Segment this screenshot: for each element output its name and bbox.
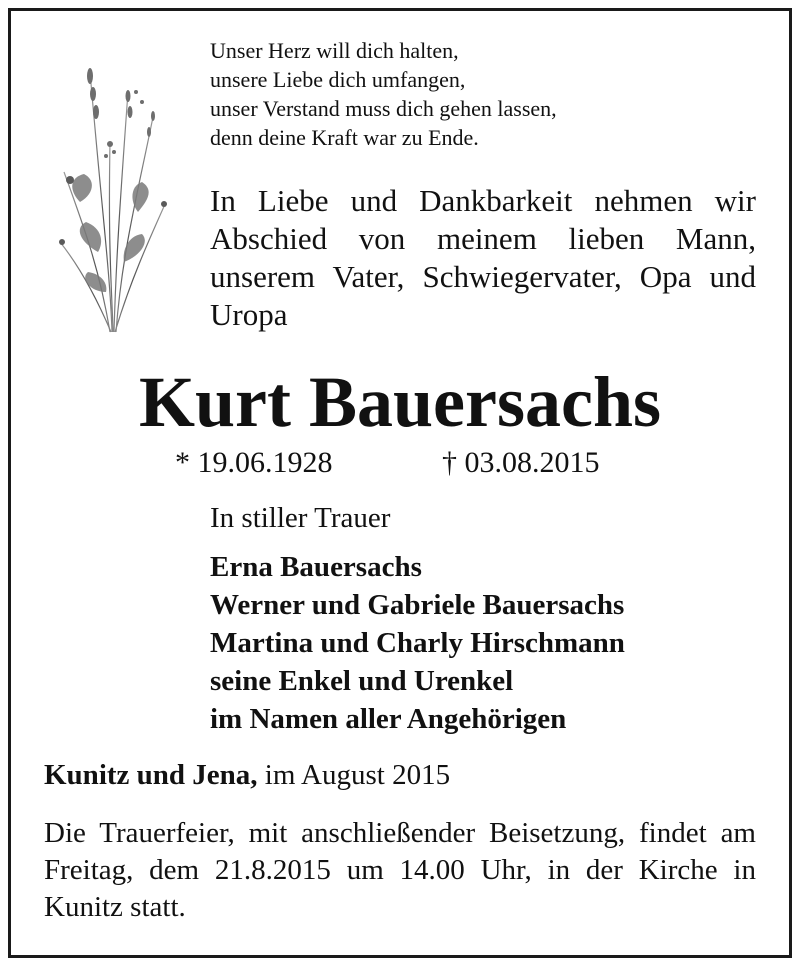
wheat-grass-bouquet-icon xyxy=(50,52,170,334)
mourner-name: Martina und Charly Hirschmann xyxy=(210,627,625,659)
poem-line: Unser Herz will dich halten, xyxy=(210,38,459,63)
intro-text: In Liebe und Dankbarkeit nehmen wir Abschied von meinem lieben Mann, unserem Vater, Schwiegervater, Opa und Uropa xyxy=(210,183,756,332)
mourner-name: im Namen aller Angehörigen xyxy=(210,703,567,735)
mourner-name: Erna Bauersachs xyxy=(210,551,422,583)
month-year: im August 2015 xyxy=(257,759,451,791)
birth-date: * 19.06.1928 xyxy=(175,446,333,479)
mourner-name: seine Enkel und Urenkel xyxy=(210,665,514,697)
death-date: † 03.08.2015 xyxy=(442,446,600,479)
ceremony-text: Die Trauerfeier, mit anschließender Beisetzung, findet am Freitag, dem 21.8.2015 um 14.00 Uhr, in der Kirche in Kunitz statt. xyxy=(44,817,756,923)
poem xyxy=(210,36,557,152)
poem-line: unsere Liebe dich umfangen, xyxy=(210,67,466,92)
mourner-name: Werner und Gabriele Bauersachs xyxy=(210,589,625,621)
place-name: Kunitz und Jena, xyxy=(44,759,258,791)
poem-line: unser Verstand muss dich gehen lassen, xyxy=(210,96,557,121)
poem-line: denn deine Kraft war zu Ende. xyxy=(210,125,479,150)
mourners-list xyxy=(210,548,625,738)
mourning-heading: In stiller Trauer xyxy=(210,502,391,534)
deceased-name: Kurt Bauersachs xyxy=(139,362,661,442)
place-date-line xyxy=(44,757,450,793)
